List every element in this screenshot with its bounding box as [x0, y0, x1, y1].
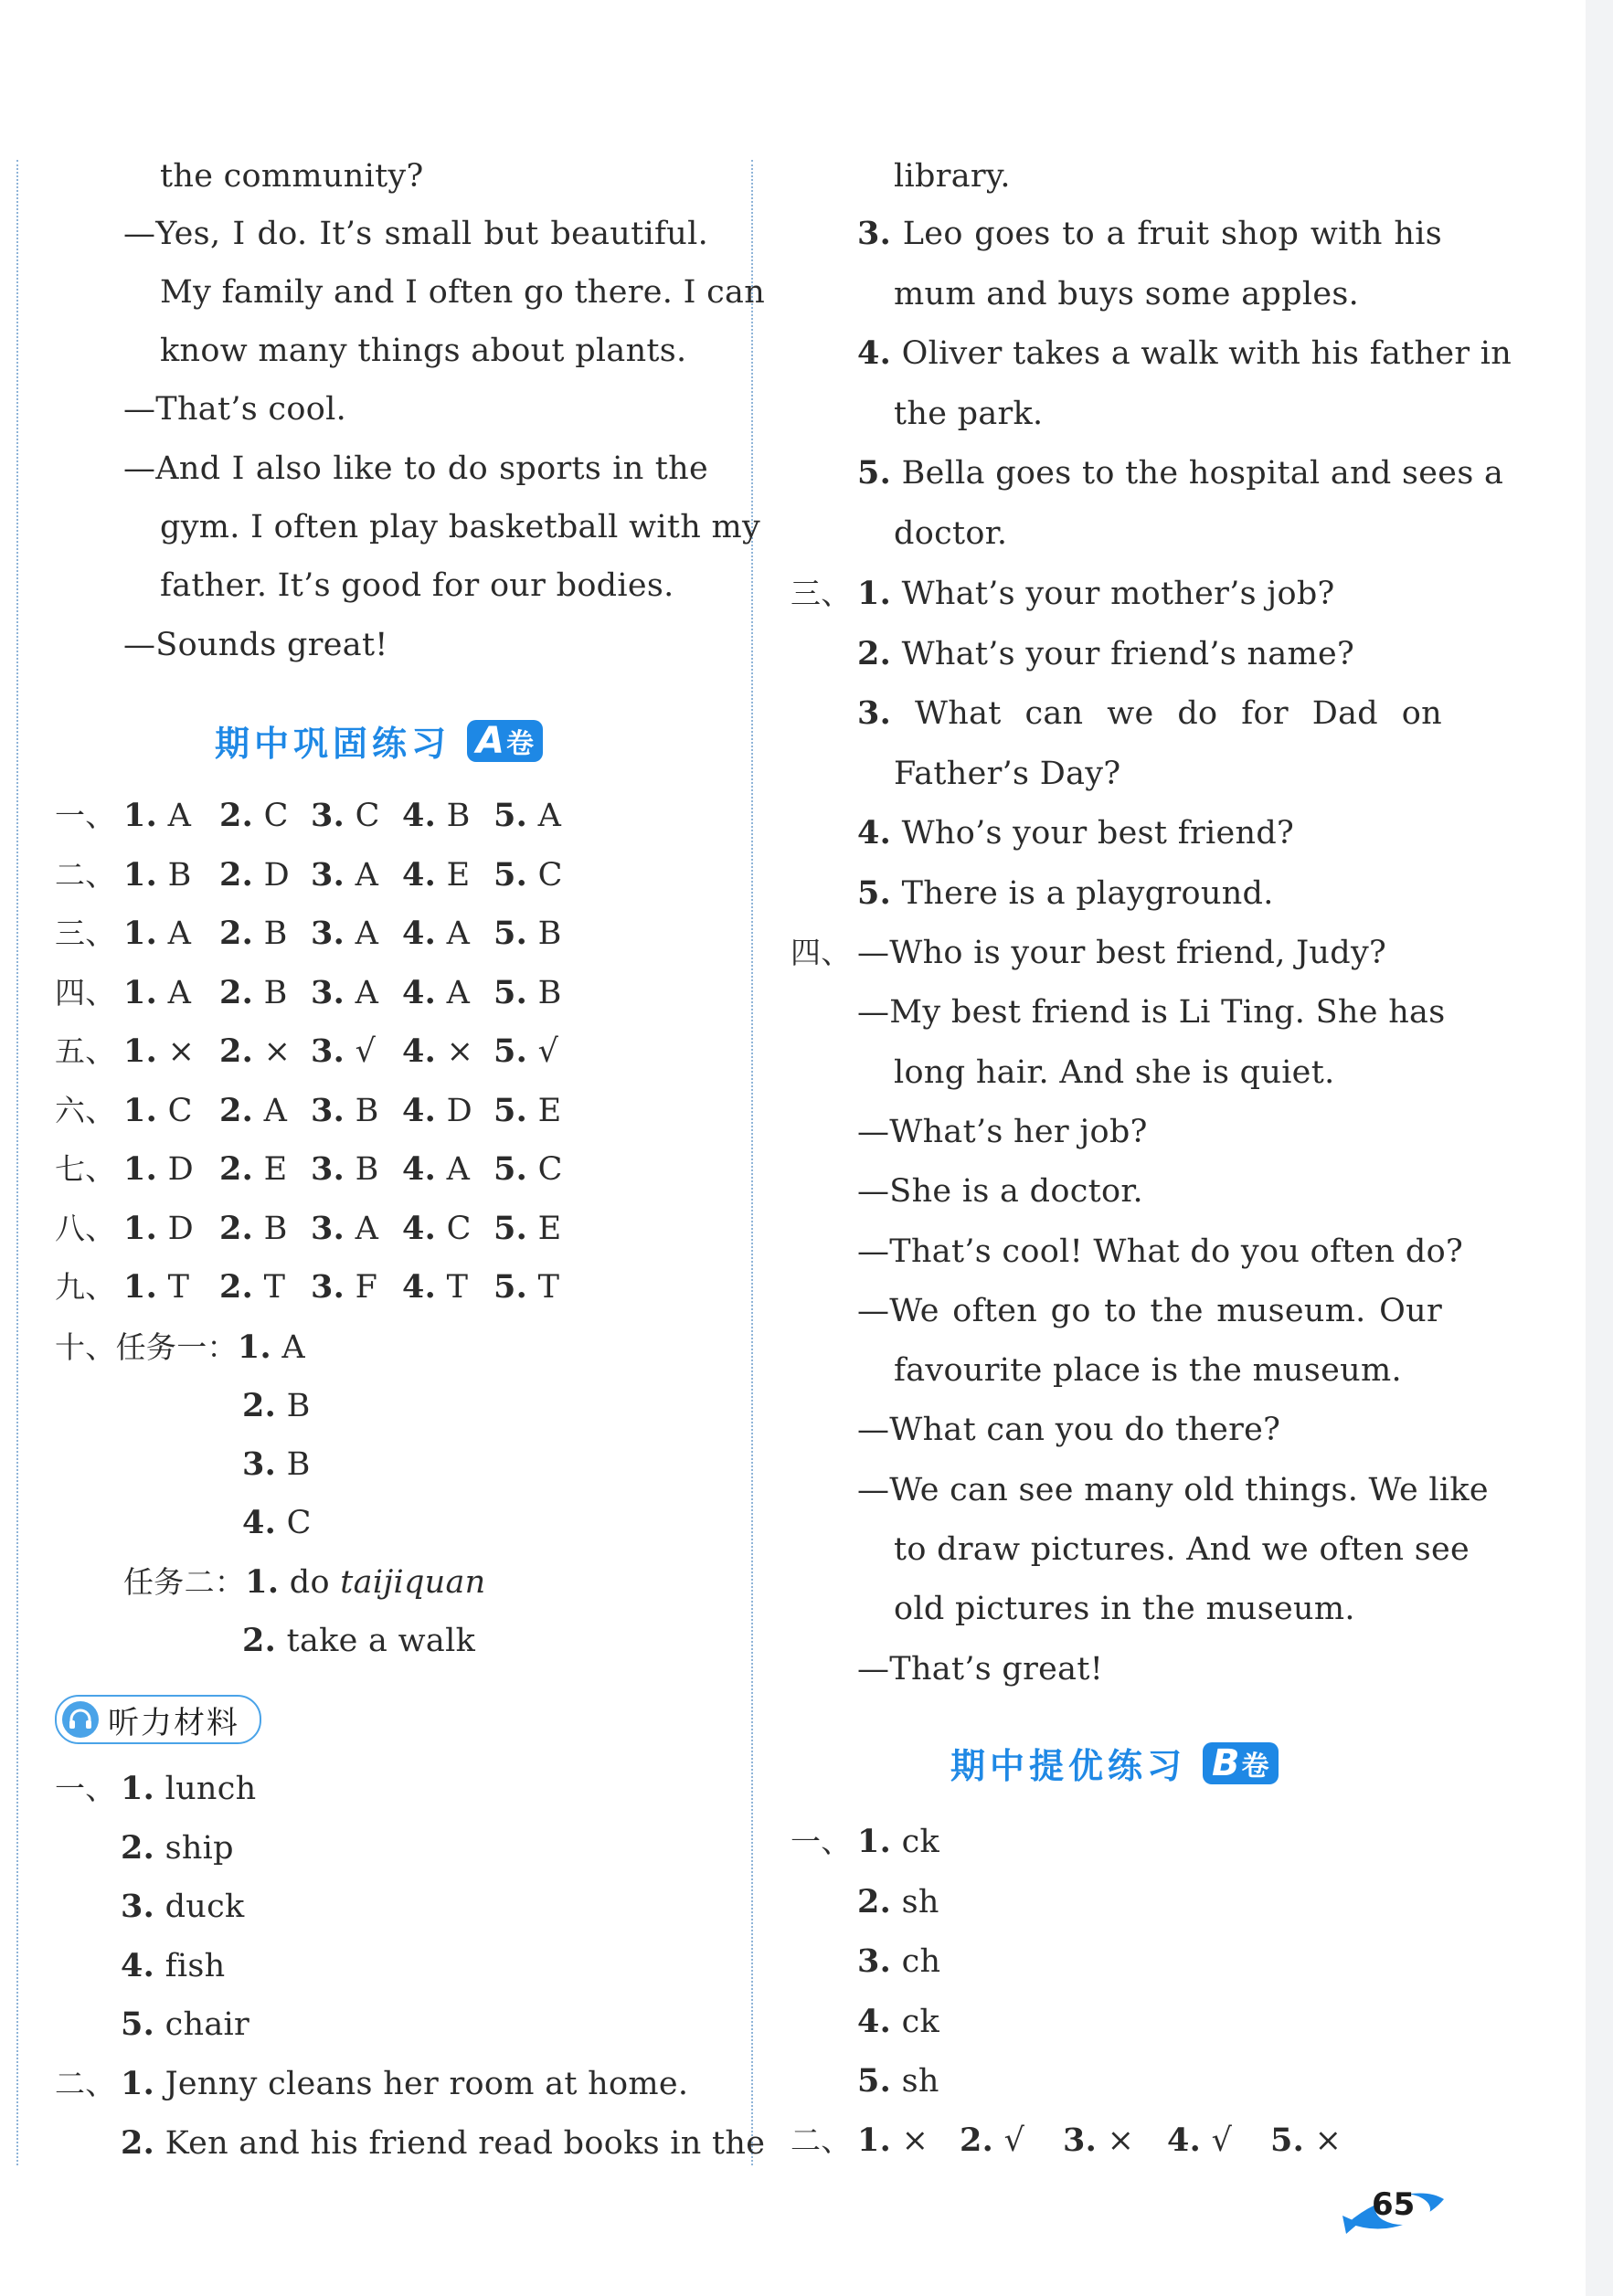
listening-item: 4. fish [121, 1946, 226, 1984]
question-line: 5. There is a playground. [857, 873, 1274, 912]
section-label: 四、 [791, 935, 852, 970]
dialogue-line: —She is a doctor. [857, 1173, 1143, 1211]
text-line: father. It’s good for our bodies. [160, 567, 674, 604]
task-answer: 4. C [242, 1504, 312, 1541]
text-line: —And I also like to do sports in the [123, 450, 708, 487]
answer-item: 1. × [123, 1032, 196, 1070]
answer-item: 5. C [493, 1150, 563, 1188]
answer-item: 2. sh [857, 1882, 939, 1920]
answer-item: 3. A [311, 915, 379, 952]
answer-item: 3. B [311, 1091, 379, 1129]
answer-row-label: 四、 [55, 974, 116, 1010]
dialogue-line: —We can see many old things. We like [857, 1471, 1489, 1508]
section-heading-a [215, 715, 543, 766]
answer-item: 1. A [123, 915, 192, 952]
text-line: the community? [160, 158, 424, 195]
answer-item: 4. A [402, 915, 471, 952]
listening-sentence: 1. Jenny cleans her room at home. [121, 2065, 689, 2102]
answer-item: 4. A [402, 1150, 471, 1188]
answer-item: 3. A [311, 1209, 379, 1247]
answer-item: 1. T [123, 1268, 190, 1306]
left-margin-divider [16, 160, 18, 2165]
answer-item: 5. E [493, 1209, 562, 1247]
dialogue-line: to draw pictures. And we often see [894, 1531, 1470, 1568]
section-label: 一、 [791, 1824, 852, 1859]
answer-item: 4. √ [1167, 2121, 1233, 2159]
dialogue-line: —That’s cool! What do you often do? [857, 1233, 1464, 1270]
question-line: 1. What’s your mother’s job? [857, 575, 1335, 612]
answer-row-label: 九、 [55, 1269, 116, 1305]
numbered-line: 4. Oliver takes a walk with his father in [857, 334, 1512, 372]
headphones-icon [62, 1701, 99, 1738]
answer-item: 5. B [493, 915, 562, 952]
answer-item: 4. ck [857, 2002, 939, 2040]
dialogue-line: —That’s great! [857, 1650, 1104, 1688]
page-edge-shade [1586, 0, 1613, 2296]
question-line: Father’s Day? [894, 755, 1121, 792]
column-divider [751, 160, 753, 2165]
answer-item: 2. B [219, 915, 288, 952]
answer-item: 4. D [402, 1091, 472, 1129]
answer-item: 2. T [219, 1268, 286, 1306]
answer-item: 1. A [123, 973, 192, 1011]
answer-item: 4. × [402, 1032, 474, 1070]
task-two-answer: 任务二：1. do taijiquan [123, 1563, 486, 1601]
answer-item: 3. F [311, 1268, 378, 1306]
answer-item: 5. √ [493, 1032, 559, 1070]
text-line: library. [894, 158, 1011, 195]
answer-item: 5. × [1270, 2121, 1342, 2159]
dialogue-line: long hair. And she is quiet. [894, 1053, 1335, 1091]
dialogue-line: —We often go to the museum. Our [857, 1292, 1442, 1329]
answer-item: 1. C [123, 1091, 193, 1129]
answer-item: 5. B [493, 973, 562, 1011]
dialogue-line: —Who is your best friend, Judy? [857, 935, 1387, 971]
answer-item: 5. E [493, 1091, 562, 1129]
listening-item: 5. chair [121, 2005, 250, 2043]
answer-item: 2. √ [960, 2121, 1025, 2159]
answer-item: 5. T [493, 1268, 560, 1306]
question-line: 4. Who’s your best friend? [857, 814, 1295, 852]
numbered-line: 3. Leo goes to a fruit shop with his [857, 215, 1442, 252]
answer-item: 3. A [311, 855, 379, 894]
answer-item: 1. × [857, 2121, 929, 2159]
dialogue-line: —What’s her job? [857, 1113, 1148, 1150]
answer-item: 4. A [402, 973, 471, 1011]
task-answer: 3. B [242, 1445, 311, 1483]
text-line: doctor. [894, 515, 1008, 552]
question-line: 3. What can we do for Dad on [857, 694, 1442, 732]
numbered-line: 5. Bella goes to the hospital and sees a [857, 454, 1504, 492]
section-title: 期中提优练习 [950, 1746, 1187, 1786]
listening-section-label: 一、 [55, 1771, 116, 1806]
listening-item: 2. ship [121, 1828, 234, 1867]
listening-item: 3. duck [121, 1888, 245, 1925]
answer-item: 4. B [402, 797, 471, 834]
answer-row-label: 六、 [55, 1092, 116, 1128]
answer-item: 2. × [219, 1032, 292, 1070]
answer-item: 2. B [219, 973, 288, 1011]
answer-item: 2. D [219, 855, 290, 894]
listening-title: 听力材料 [108, 1704, 239, 1741]
answer-row-ten: 十、任务一：1. A [55, 1328, 305, 1366]
text-line: gym. I often play basketball with my [160, 509, 761, 545]
text-line: —That’s cool. [123, 391, 346, 428]
text-line: My family and I often go there. I can [160, 274, 766, 311]
section-heading-b [950, 1738, 1279, 1788]
answer-item: 4. E [402, 855, 471, 894]
answer-item: 4. C [402, 1209, 472, 1247]
juan-badge: A 卷 [467, 720, 543, 762]
answer-row-label: 七、 [55, 1151, 116, 1187]
answer-item: 1. B [123, 855, 192, 894]
answer-item: 2. B [219, 1209, 288, 1247]
answer-row-label: 二、 [55, 856, 116, 893]
juan-badge: B 卷 [1203, 1742, 1279, 1784]
page-number: 65 [1372, 2186, 1416, 2223]
text-line: the park. [894, 396, 1044, 432]
dialogue-line: —What can you do there? [857, 1412, 1281, 1449]
answer-item: 3. C [311, 797, 380, 834]
answer-item: 4. T [402, 1268, 469, 1306]
section-label: 二、 [791, 2122, 852, 2158]
answer-item: 3. B [311, 1150, 379, 1188]
answer-row-label: 三、 [55, 915, 116, 951]
listening-item: 1. lunch [121, 1770, 257, 1807]
task-answer: 2. B [242, 1387, 311, 1424]
answer-item: 3. × [1063, 2121, 1135, 2159]
dialogue-line: —My best friend is Li Ting. She has [857, 994, 1446, 1032]
answer-item: 1. D [123, 1150, 194, 1188]
task-answer: 2. take a walk [242, 1622, 476, 1659]
listening-section-label: 二、 [55, 2066, 116, 2101]
answer-row-label: 八、 [55, 1210, 116, 1246]
answer-item: 3. ch [857, 1942, 941, 1980]
answer-item: 2. E [219, 1150, 288, 1188]
text-line: —Yes, I do. It’s small but beautiful. [123, 216, 708, 252]
answer-item: 2. C [219, 797, 289, 834]
listening-material-heading [55, 1695, 261, 1744]
dialogue-line: favourite place is the museum. [894, 1352, 1402, 1390]
page-number-badge [1339, 2179, 1449, 2243]
answer-item: 5. C [493, 855, 563, 894]
answer-row-label: 一、 [55, 798, 116, 833]
answer-item: 5. sh [857, 2062, 939, 2100]
answer-item: 5. A [493, 797, 562, 834]
answer-item: 1. ck [857, 1823, 939, 1860]
text-line: mum and buys some apples. [894, 276, 1360, 312]
section-title: 期中巩固练习 [215, 724, 451, 764]
listening-sentence: 2. Ken and his friend read books in the [121, 2123, 766, 2162]
answer-item: 2. A [219, 1091, 288, 1129]
answer-item: 1. D [123, 1209, 194, 1247]
section-label: 三、 [791, 576, 852, 611]
text-line: —Sounds great! [123, 627, 388, 663]
answer-row-label: 五、 [55, 1033, 116, 1069]
question-line: 2. What’s your friend’s name? [857, 634, 1355, 672]
answer-item: 3. A [311, 973, 379, 1011]
text-line: know many things about plants. [160, 333, 687, 369]
answer-item: 3. √ [311, 1032, 377, 1070]
answer-item: 1. A [123, 797, 192, 834]
dialogue-line: old pictures in the museum. [894, 1591, 1355, 1628]
